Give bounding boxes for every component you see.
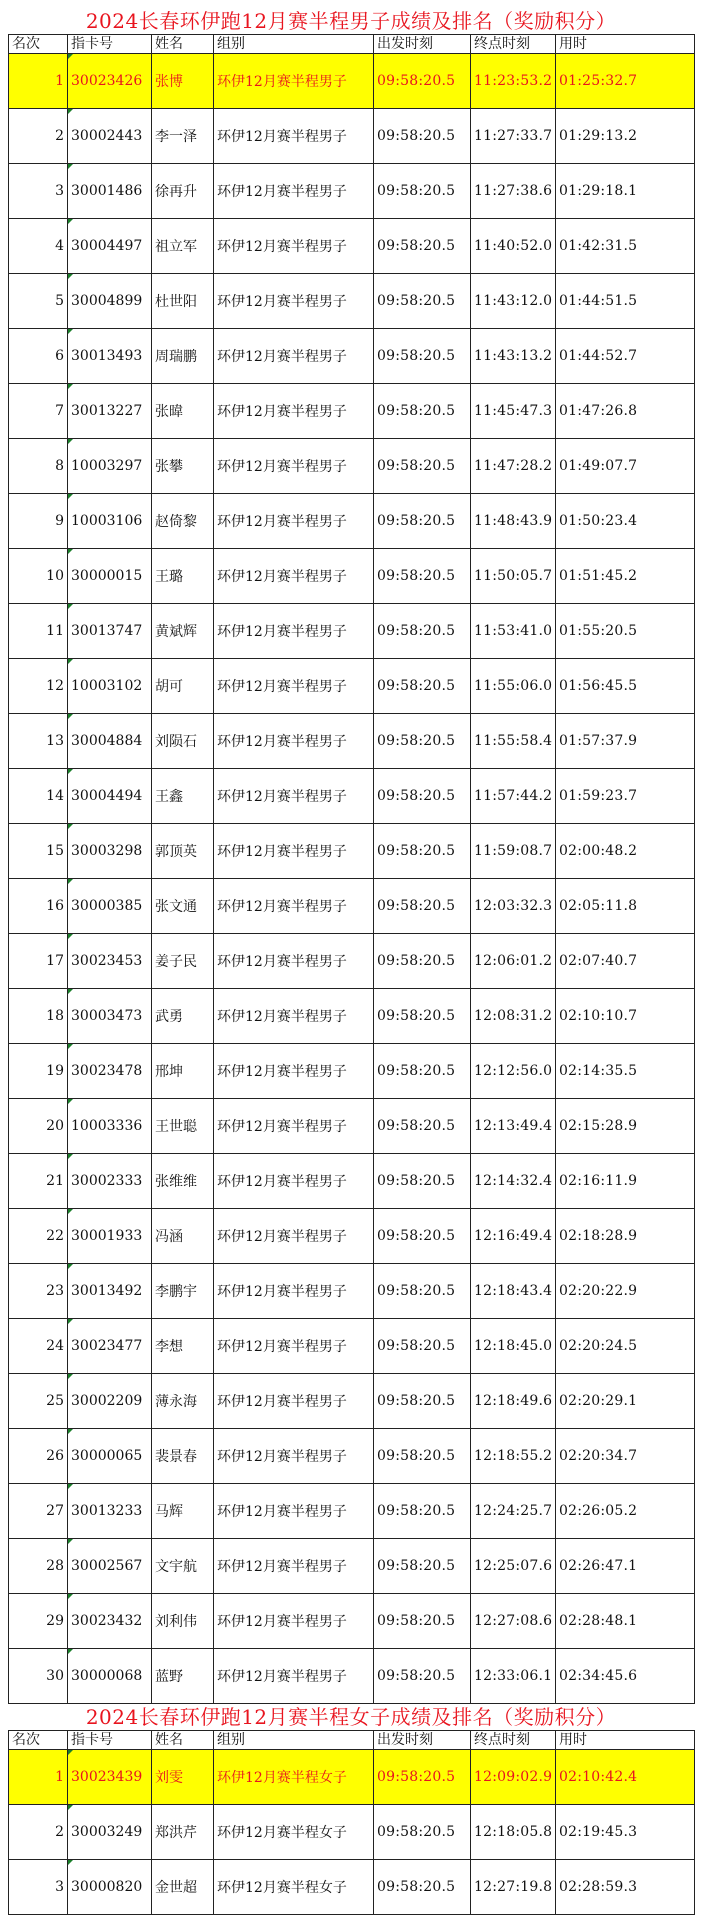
column-header: 名次 [9,35,68,54]
cell-finish: 11:43:13.2 [471,329,556,384]
cell-rank: 4 [9,219,68,274]
cell-name: 刘利伟 [152,1594,214,1649]
table-row [9,1429,695,1484]
cell-name: 张维维 [152,1154,214,1209]
cell-time: 02:28:48.1 [556,1594,695,1649]
cell-finish: 12:16:49.4 [471,1209,556,1264]
column-header: 出发时刻 [374,35,471,54]
cell-name: 李想 [152,1319,214,1374]
cell-rank: 20 [9,1099,68,1154]
cell-card: 30023453 [68,934,152,989]
cell-finish: 11:57:44.2 [471,769,556,824]
cell-card: 10003336 [68,1099,152,1154]
cell-rank: 26 [9,1429,68,1484]
cell-group: 环伊12月赛半程女子 [214,1805,374,1860]
cell-group: 环伊12月赛半程男子 [214,494,374,549]
cell-card: 30001933 [68,1209,152,1264]
cell-group: 环伊12月赛半程男子 [214,1594,374,1649]
cell-start: 09:58:20.5 [374,274,471,329]
cell-start: 09:58:20.5 [374,1264,471,1319]
cell-rank: 24 [9,1319,68,1374]
cell-group: 环伊12月赛半程男子 [214,109,374,164]
table-row [9,1154,695,1209]
cell-finish: 12:18:43.4 [471,1264,556,1319]
cell-finish: 12:33:06.1 [471,1649,556,1704]
cell-group: 环伊12月赛半程男子 [214,879,374,934]
cell-card: 30002333 [68,1154,152,1209]
cell-start: 09:58:20.5 [374,989,471,1044]
cell-card: 30003473 [68,989,152,1044]
cell-name: 裴景春 [152,1429,214,1484]
cell-group: 环伊12月赛半程男子 [214,1264,374,1319]
table-row [9,769,695,824]
cell-start: 09:58:20.5 [374,219,471,274]
cell-time: 02:20:24.5 [556,1319,695,1374]
cell-group: 环伊12月赛半程男子 [214,1484,374,1539]
cell-finish: 11:43:12.0 [471,274,556,329]
results-table [8,1730,695,1915]
cell-start: 09:58:20.5 [374,879,471,934]
cell-name: 张博 [152,54,214,109]
cell-rank: 30 [9,1649,68,1704]
cell-card: 30000385 [68,879,152,934]
cell-name: 张文通 [152,879,214,934]
cell-name: 冯涵 [152,1209,214,1264]
cell-rank: 29 [9,1594,68,1649]
cell-name: 赵倚黎 [152,494,214,549]
table-row [9,934,695,989]
cell-time: 02:26:05.2 [556,1484,695,1539]
cell-finish: 12:12:56.0 [471,1044,556,1099]
cell-finish: 12:03:32.3 [471,879,556,934]
cell-name: 周瑞鹏 [152,329,214,384]
column-header: 名次 [9,1731,68,1750]
cell-time: 01:44:51.5 [556,274,695,329]
cell-time: 02:10:10.7 [556,989,695,1044]
cell-group: 环伊12月赛半程男子 [214,384,374,439]
cell-finish: 12:25:07.6 [471,1539,556,1594]
cell-rank: 16 [9,879,68,934]
cell-time: 01:59:23.7 [556,769,695,824]
cell-finish: 12:18:05.8 [471,1805,556,1860]
cell-finish: 12:13:49.4 [471,1099,556,1154]
cell-card: 30013233 [68,1484,152,1539]
cell-start: 09:58:20.5 [374,1099,471,1154]
table-row [9,1649,695,1704]
cell-card: 30001486 [68,164,152,219]
cell-time: 02:00:48.2 [556,824,695,879]
cell-time: 02:20:34.7 [556,1429,695,1484]
table-row [9,164,695,219]
table-row [9,439,695,494]
cell-group: 环伊12月赛半程男子 [214,54,374,109]
cell-finish: 11:47:28.2 [471,439,556,494]
cell-name: 王世聪 [152,1099,214,1154]
cell-group: 环伊12月赛半程男子 [214,1539,374,1594]
cell-group: 环伊12月赛半程男子 [214,824,374,879]
cell-start: 09:58:20.5 [374,439,471,494]
cell-finish: 11:40:52.0 [471,219,556,274]
cell-time: 01:25:32.7 [556,54,695,109]
column-header: 终点时刻 [471,1731,556,1750]
cell-finish: 11:48:43.9 [471,494,556,549]
cell-name: 郑洪芹 [152,1805,214,1860]
cell-card: 30004497 [68,219,152,274]
table-row [9,494,695,549]
cell-rank: 21 [9,1154,68,1209]
cell-rank: 13 [9,714,68,769]
cell-group: 环伊12月赛半程女子 [214,1750,374,1805]
cell-name: 王鑫 [152,769,214,824]
cell-name: 蓝野 [152,1649,214,1704]
cell-rank: 2 [9,109,68,164]
cell-start: 09:58:20.5 [374,1594,471,1649]
table-row [9,109,695,164]
column-header: 指卡号 [68,35,152,54]
column-header: 用时 [556,1731,695,1750]
cell-start: 09:58:20.5 [374,384,471,439]
cell-card: 30002443 [68,109,152,164]
cell-finish: 12:18:45.0 [471,1319,556,1374]
cell-start: 09:58:20.5 [374,54,471,109]
cell-start: 09:58:20.5 [374,1805,471,1860]
cell-finish: 11:27:33.7 [471,109,556,164]
cell-time: 01:55:20.5 [556,604,695,659]
cell-start: 09:58:20.5 [374,1154,471,1209]
cell-name: 姜子民 [152,934,214,989]
table-row [9,1209,695,1264]
cell-group: 环伊12月赛半程男子 [214,1044,374,1099]
cell-start: 09:58:20.5 [374,1750,471,1805]
cell-finish: 11:50:05.7 [471,549,556,604]
column-header: 指卡号 [68,1731,152,1750]
cell-name: 李一泽 [152,109,214,164]
cell-finish: 11:53:41.0 [471,604,556,659]
cell-finish: 12:27:19.8 [471,1860,556,1915]
cell-time: 02:34:45.6 [556,1649,695,1704]
cell-time: 02:28:59.3 [556,1860,695,1915]
cell-time: 01:50:23.4 [556,494,695,549]
table-row [9,824,695,879]
cell-card: 30004899 [68,274,152,329]
cell-finish: 12:09:02.9 [471,1750,556,1805]
table-row [9,1750,695,1805]
results-sheet [8,8,694,1915]
cell-group: 环伊12月赛半程男子 [214,439,374,494]
cell-start: 09:58:20.5 [374,1860,471,1915]
cell-rank: 7 [9,384,68,439]
cell-rank: 3 [9,164,68,219]
cell-name: 胡可 [152,659,214,714]
cell-rank: 15 [9,824,68,879]
cell-rank: 18 [9,989,68,1044]
cell-group: 环伊12月赛半程男子 [214,549,374,604]
cell-start: 09:58:20.5 [374,109,471,164]
cell-name: 杜世阳 [152,274,214,329]
cell-card: 30013493 [68,329,152,384]
cell-group: 环伊12月赛半程男子 [214,274,374,329]
table-row [9,879,695,934]
cell-finish: 12:18:49.6 [471,1374,556,1429]
table-row [9,714,695,769]
cell-name: 徐再升 [152,164,214,219]
cell-rank: 28 [9,1539,68,1594]
cell-rank: 22 [9,1209,68,1264]
cell-time: 02:16:11.9 [556,1154,695,1209]
cell-card: 30002209 [68,1374,152,1429]
table-row [9,989,695,1044]
table-row [9,329,695,384]
cell-time: 01:29:13.2 [556,109,695,164]
cell-group: 环伊12月赛半程男子 [214,989,374,1044]
cell-rank: 23 [9,1264,68,1319]
cell-time: 01:51:45.2 [556,549,695,604]
cell-finish: 11:27:38.6 [471,164,556,219]
cell-start: 09:58:20.5 [374,1044,471,1099]
cell-rank: 5 [9,274,68,329]
cell-time: 02:26:47.1 [556,1539,695,1594]
cell-card: 30013747 [68,604,152,659]
section-title: 2024长春环伊跑12月赛半程男子成绩及排名（奖励积分） [85,9,617,33]
cell-group: 环伊12月赛半程男子 [214,1374,374,1429]
cell-finish: 12:18:55.2 [471,1429,556,1484]
cell-rank: 1 [9,1750,68,1805]
cell-finish: 12:06:01.2 [471,934,556,989]
cell-name: 邢坤 [152,1044,214,1099]
cell-start: 09:58:20.5 [374,1429,471,1484]
cell-time: 01:49:07.7 [556,439,695,494]
column-header: 姓名 [152,1731,214,1750]
cell-start: 09:58:20.5 [374,769,471,824]
table-row [9,1044,695,1099]
cell-name: 张暐 [152,384,214,439]
cell-start: 09:58:20.5 [374,1484,471,1539]
cell-finish: 11:59:08.7 [471,824,556,879]
cell-name: 马辉 [152,1484,214,1539]
cell-time: 01:44:52.7 [556,329,695,384]
cell-time: 01:57:37.9 [556,714,695,769]
cell-group: 环伊12月赛半程男子 [214,1319,374,1374]
cell-rank: 10 [9,549,68,604]
cell-card: 10003297 [68,439,152,494]
table-row [9,1539,695,1594]
cell-start: 09:58:20.5 [374,1319,471,1374]
table-row [9,1594,695,1649]
cell-time: 02:05:11.8 [556,879,695,934]
cell-time: 02:20:22.9 [556,1264,695,1319]
column-header: 组别 [214,35,374,54]
cell-group: 环伊12月赛半程男子 [214,1209,374,1264]
cell-name: 郭顶英 [152,824,214,879]
table-row [9,1805,695,1860]
cell-rank: 17 [9,934,68,989]
cell-card: 30003298 [68,824,152,879]
cell-finish: 11:55:06.0 [471,659,556,714]
table-row [9,1374,695,1429]
table-row [9,1099,695,1154]
table-row [9,54,695,109]
cell-start: 09:58:20.5 [374,494,471,549]
column-header: 组别 [214,1731,374,1750]
table-row [9,219,695,274]
cell-group: 环伊12月赛半程男子 [214,934,374,989]
cell-finish: 11:23:53.2 [471,54,556,109]
cell-name: 薄永海 [152,1374,214,1429]
cell-group: 环伊12月赛半程男子 [214,219,374,274]
cell-time: 02:19:45.3 [556,1805,695,1860]
cell-group: 环伊12月赛半程男子 [214,714,374,769]
cell-rank: 19 [9,1044,68,1099]
cell-start: 09:58:20.5 [374,604,471,659]
table-row [9,384,695,439]
cell-group: 环伊12月赛半程男子 [214,329,374,384]
table-row [9,1264,695,1319]
results-table [8,34,695,1704]
cell-name: 武勇 [152,989,214,1044]
cell-card: 30023439 [68,1750,152,1805]
cell-card: 30004884 [68,714,152,769]
column-header: 终点时刻 [471,35,556,54]
cell-finish: 12:24:25.7 [471,1484,556,1539]
cell-group: 环伊12月赛半程男子 [214,1154,374,1209]
cell-rank: 8 [9,439,68,494]
cell-start: 09:58:20.5 [374,824,471,879]
cell-rank: 27 [9,1484,68,1539]
cell-start: 09:58:20.5 [374,1649,471,1704]
cell-group: 环伊12月赛半程男子 [214,1429,374,1484]
cell-finish: 11:45:47.3 [471,384,556,439]
cell-start: 09:58:20.5 [374,1539,471,1594]
cell-group: 环伊12月赛半程男子 [214,604,374,659]
cell-group: 环伊12月赛半程男子 [214,164,374,219]
cell-rank: 6 [9,329,68,384]
cell-card: 30023426 [68,54,152,109]
cell-rank: 9 [9,494,68,549]
cell-finish: 12:08:31.2 [471,989,556,1044]
header-row [9,35,695,54]
cell-name: 王璐 [152,549,214,604]
cell-group: 环伊12月赛半程男子 [214,1649,374,1704]
cell-name: 黄斌辉 [152,604,214,659]
cell-start: 09:58:20.5 [374,329,471,384]
cell-time: 02:20:29.1 [556,1374,695,1429]
cell-name: 金世超 [152,1860,214,1915]
cell-group: 环伊12月赛半程男子 [214,769,374,824]
table-row [9,274,695,329]
cell-start: 09:58:20.5 [374,1209,471,1264]
cell-time: 02:07:40.7 [556,934,695,989]
cell-name: 文宇航 [152,1539,214,1594]
table-row [9,549,695,604]
cell-time: 02:14:35.5 [556,1044,695,1099]
cell-start: 09:58:20.5 [374,164,471,219]
cell-rank: 3 [9,1860,68,1915]
cell-card: 30002567 [68,1539,152,1594]
column-header: 用时 [556,35,695,54]
cell-time: 02:15:28.9 [556,1099,695,1154]
cell-card: 10003102 [68,659,152,714]
cell-rank: 1 [9,54,68,109]
cell-card: 30000065 [68,1429,152,1484]
column-header: 出发时刻 [374,1731,471,1750]
cell-rank: 14 [9,769,68,824]
table-row [9,604,695,659]
table-row [9,1860,695,1915]
cell-time: 02:18:28.9 [556,1209,695,1264]
cell-name: 李鹏宇 [152,1264,214,1319]
cell-rank: 2 [9,1805,68,1860]
cell-rank: 12 [9,659,68,714]
cell-time: 01:47:26.8 [556,384,695,439]
cell-group: 环伊12月赛半程男子 [214,659,374,714]
cell-name: 张攀 [152,439,214,494]
cell-time: 01:56:45.5 [556,659,695,714]
cell-card: 30000068 [68,1649,152,1704]
cell-rank: 25 [9,1374,68,1429]
cell-card: 30013492 [68,1264,152,1319]
table-row [9,1484,695,1539]
cell-name: 刘雯 [152,1750,214,1805]
cell-card: 30000820 [68,1860,152,1915]
cell-card: 30000015 [68,549,152,604]
header-row [9,1731,695,1750]
table-row [9,1319,695,1374]
column-header: 姓名 [152,35,214,54]
cell-start: 09:58:20.5 [374,1374,471,1429]
cell-name: 刘陨石 [152,714,214,769]
cell-card: 30023477 [68,1319,152,1374]
cell-finish: 12:27:08.6 [471,1594,556,1649]
cell-finish: 11:55:58.4 [471,714,556,769]
cell-time: 01:29:18.1 [556,164,695,219]
cell-card: 30023432 [68,1594,152,1649]
cell-start: 09:58:20.5 [374,714,471,769]
cell-start: 09:58:20.5 [374,659,471,714]
cell-start: 09:58:20.5 [374,934,471,989]
cell-finish: 12:14:32.4 [471,1154,556,1209]
cell-time: 01:42:31.5 [556,219,695,274]
section-title: 2024长春环伊跑12月赛半程女子成绩及排名（奖励积分） [85,1705,617,1729]
cell-card: 30023478 [68,1044,152,1099]
cell-group: 环伊12月赛半程女子 [214,1860,374,1915]
cell-rank: 11 [9,604,68,659]
cell-card: 30003249 [68,1805,152,1860]
cell-card: 30004494 [68,769,152,824]
cell-group: 环伊12月赛半程男子 [214,1099,374,1154]
cell-start: 09:58:20.5 [374,549,471,604]
table-row [9,659,695,714]
cell-card: 10003106 [68,494,152,549]
cell-name: 祖立军 [152,219,214,274]
cell-time: 02:10:42.4 [556,1750,695,1805]
cell-card: 30013227 [68,384,152,439]
